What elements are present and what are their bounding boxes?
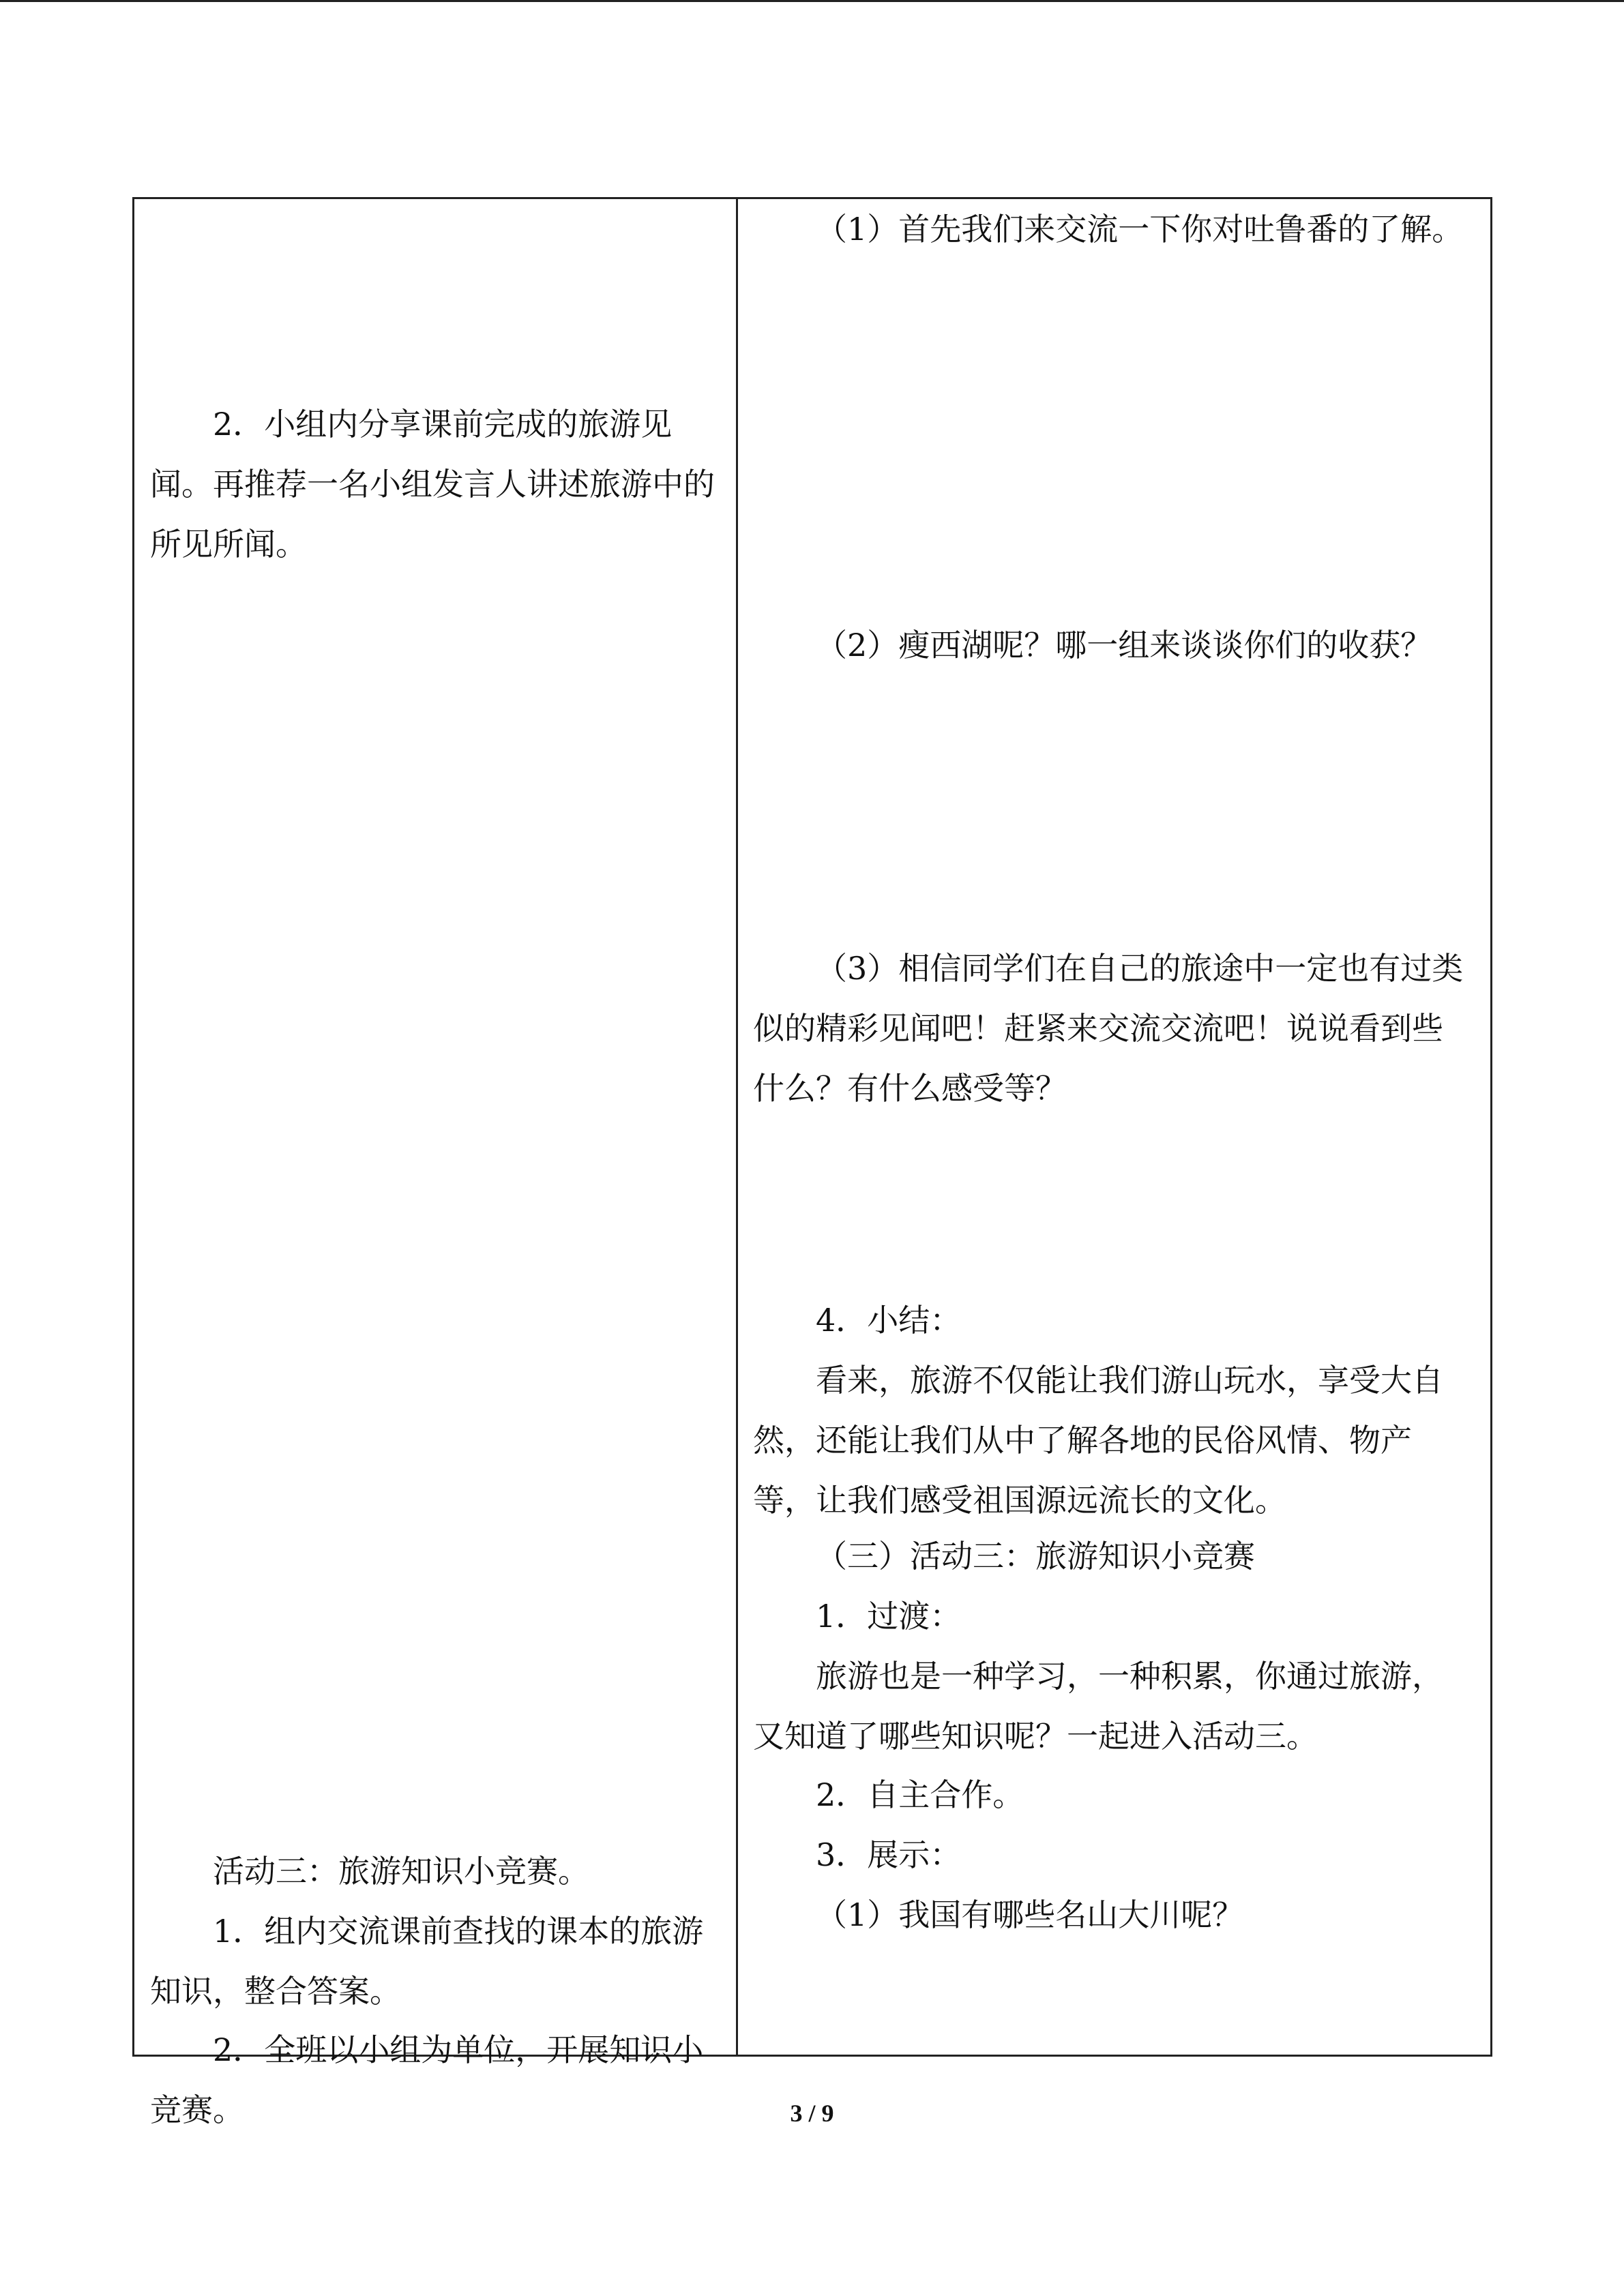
right-transition-text: 旅游也是一种学习，一种积累，你通过旅游，又知道了哪些知识呢？一起进入活动三。 xyxy=(753,1658,1443,1755)
right-step-2: 2．自主合作。 xyxy=(816,1776,1024,1813)
right-question-3: （3）相信同学们在自己的旅途中一定也有过类似的精彩见闻吧！赶紧来交流交流吧！说说看到些什么？有什么感受等？ xyxy=(753,950,1464,1107)
left-activity3-step1: 1．组内交流课前查找的课本的旅游知识，整合答案。 xyxy=(150,1913,704,2010)
right-question-2: （2）瘦西湖呢？哪一组来谈谈你们的收获？ xyxy=(816,627,1432,664)
right-step3-question-1: （1）我国有哪些名山大川呢？ xyxy=(816,1896,1244,1933)
right-question-1: （1）首先我们来交流一下你对吐鲁番的了解。 xyxy=(816,211,1464,248)
right-summary-title: 4．小结： xyxy=(816,1302,962,1339)
right-activity3-heading: （三）活动三：旅游知识小竞赛 xyxy=(816,1538,1255,1575)
left-activity3-title: 活动三：旅游知识小竞赛。 xyxy=(213,1853,589,1890)
left-section-2: 2．小组内分享课前完成的旅游见闻。再推荐一名小组发言人讲述旅游中的所见所闻。 xyxy=(150,406,715,563)
right-summary-text: 看来，旅游不仅能让我们游山玩水，享受大自然，还能让我们从中了解各地的民俗风情、物产等，让我们感受祖国源远流长的文化。 xyxy=(753,1362,1443,1519)
left-activity3-step2: 2．全班以小组为单位，开展知识小竞赛。 xyxy=(150,2031,704,2128)
right-step-3: 3．展示： xyxy=(816,1836,962,1873)
right-transition-title: 1．过渡： xyxy=(816,1598,962,1635)
column-divider xyxy=(736,199,738,2055)
page-number: 3 / 9 xyxy=(790,2100,834,2127)
page-top-border xyxy=(0,0,1624,2)
